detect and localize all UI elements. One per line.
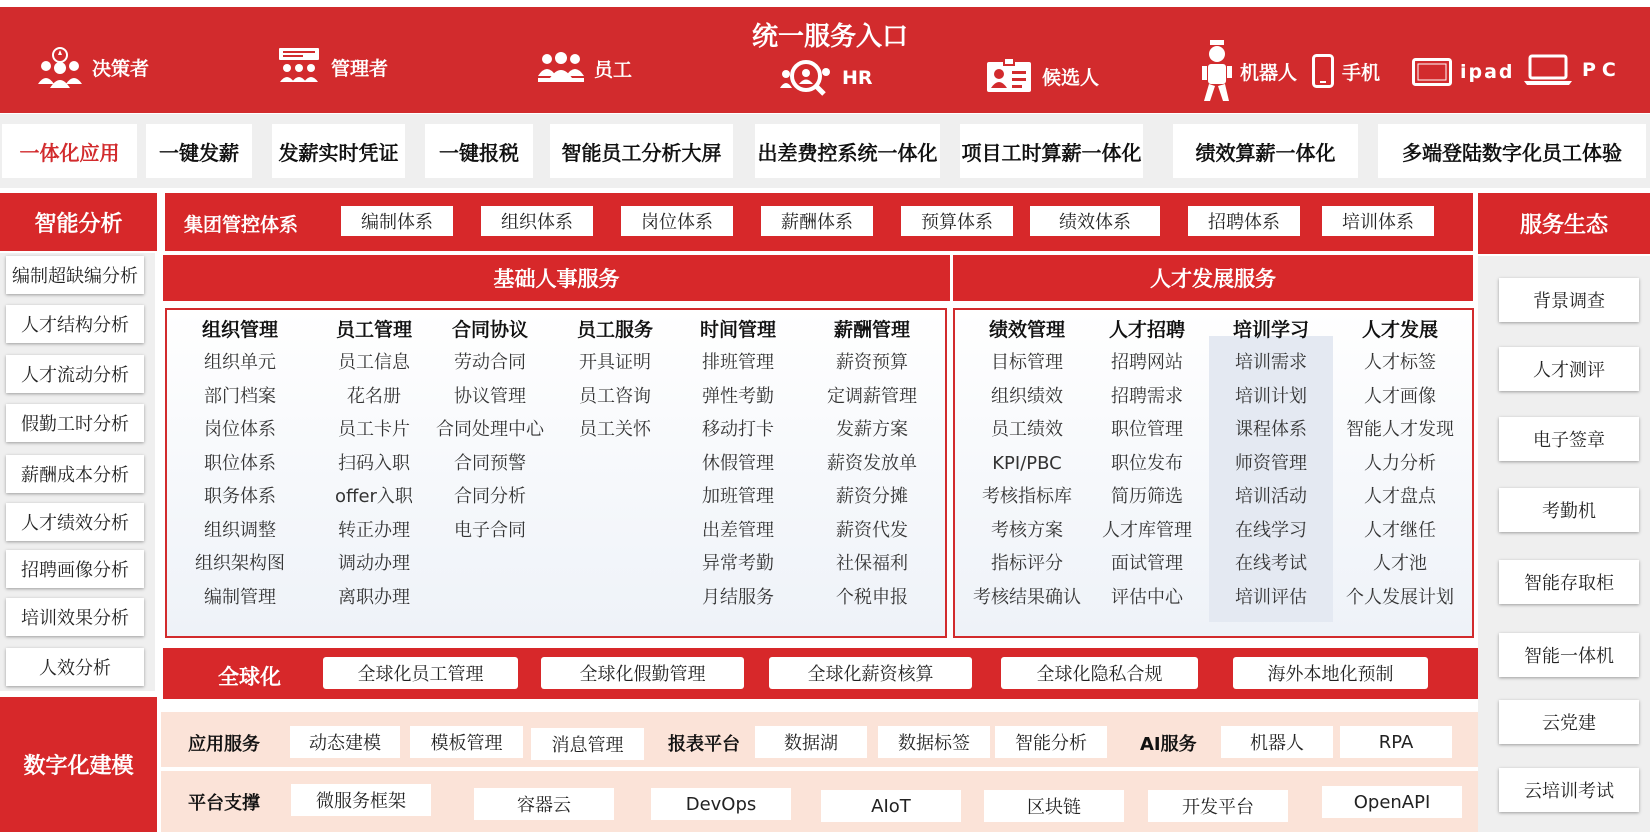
module-item[interactable]: 员工绩效 [991, 419, 1063, 440]
platform-item[interactable]: 容器云 [474, 788, 614, 820]
phone-icon [1312, 54, 1334, 88]
module-item[interactable]: 指标评分 [991, 553, 1063, 574]
module-item[interactable]: 职位发布 [1111, 452, 1183, 474]
platform-item[interactable]: 开发平台 [1148, 790, 1288, 822]
module-item[interactable]: 离职办理 [338, 586, 410, 608]
module-item[interactable]: 弹性考勤 [702, 385, 774, 407]
banner-title: 统一服务入口 [751, 22, 908, 52]
module-employee-management [314, 314, 434, 614]
app-service-item[interactable]: 消息管理 [531, 728, 644, 760]
module-item[interactable]: 人才池 [1373, 553, 1427, 574]
module-employee-services [555, 314, 675, 447]
talent-dev-heading: 人才发展服务 [953, 255, 1473, 301]
module-contracts [428, 314, 552, 547]
analysis-item[interactable]: 人才结构分析 [6, 305, 144, 343]
role-label: 管理者 [331, 57, 389, 80]
module-item[interactable]: 招聘需求 [1111, 385, 1183, 407]
module-item[interactable]: 排班管理 [702, 352, 774, 373]
device-ipad[interactable] [1412, 58, 1515, 86]
module-item[interactable]: 考核方案 [991, 519, 1063, 541]
system-button[interactable]: 招聘体系 [1188, 206, 1300, 236]
app-service-item[interactable]: 模板管理 [410, 726, 523, 758]
module-item[interactable]: 员工卡片 [338, 419, 410, 440]
module-item[interactable]: 移动打卡 [702, 419, 774, 440]
module-item[interactable]: 扫码入职 [338, 452, 410, 474]
system-button[interactable]: 编制体系 [341, 206, 453, 236]
module-item[interactable]: 职位体系 [204, 452, 276, 474]
platform-item[interactable]: 区块链 [984, 790, 1124, 822]
app-travel-expense[interactable]: 出差费控系统一体化 [755, 124, 940, 178]
ecosystem-item[interactable]: 云培训考试 [1499, 768, 1639, 812]
platform-item[interactable]: 微服务框架 [291, 784, 431, 816]
module-item[interactable]: 职位管理 [1111, 419, 1183, 440]
analysis-item[interactable]: 薪酬成本分析 [6, 455, 144, 493]
system-button[interactable]: 岗位体系 [621, 206, 733, 236]
module-item[interactable]: 评估中心 [1111, 586, 1183, 608]
module-item[interactable]: 组织绩效 [991, 385, 1063, 407]
ecosystem-item[interactable]: 智能存取柜 [1499, 560, 1639, 604]
module-item[interactable]: 人才标签 [1364, 352, 1436, 373]
module-item[interactable]: 员工信息 [338, 352, 410, 373]
platform-item[interactable]: AIoT [821, 790, 961, 822]
app-services-label: 应用服务 [188, 734, 260, 755]
system-button[interactable]: 薪酬体系 [761, 206, 873, 236]
role-label: 员工 [594, 58, 633, 81]
module-item[interactable]: 考核结果确认 [973, 586, 1081, 608]
service-ecosystem-heading: 服务生态 [1478, 193, 1650, 254]
module-performance [964, 314, 1090, 614]
module-item[interactable]: 社保福利 [836, 553, 908, 574]
device-phone[interactable] [1312, 54, 1380, 88]
platform-item[interactable]: DevOps [651, 788, 791, 820]
module-item[interactable]: 师资管理 [1235, 452, 1307, 474]
module-item[interactable]: 招聘网站 [1111, 352, 1183, 373]
report-platform-label: 报表平台 [668, 734, 740, 755]
presenter-icon [277, 46, 321, 88]
analysis-item[interactable]: 假勤工时分析 [6, 404, 144, 442]
tablet-icon [1412, 58, 1452, 86]
ai-services-label: AI服务 [1140, 734, 1197, 755]
hr-search-icon [780, 58, 832, 98]
role-label: HR [842, 67, 873, 89]
robot-icon [1200, 40, 1234, 102]
module-header: 合同协议 [451, 319, 528, 341]
module-item[interactable]: 员工关怀 [579, 419, 651, 440]
system-button[interactable]: 绩效体系 [1030, 206, 1160, 236]
ecosystem-item[interactable]: 背景调查 [1499, 278, 1639, 322]
device-pc[interactable] [1524, 54, 1622, 86]
role-manager[interactable] [277, 46, 388, 88]
module-item[interactable]: 合同处理中心 [436, 419, 544, 440]
analysis-item[interactable]: 人效分析 [6, 648, 144, 686]
app-integrated[interactable]: 一体化应用 [2, 124, 137, 178]
module-item[interactable]: 在线考试 [1235, 553, 1307, 574]
app-multi-terminal[interactable]: 多端登陆数字化员工体验 [1378, 124, 1646, 178]
module-item[interactable]: KPI/PBC [992, 452, 1062, 474]
global-item[interactable]: 全球化员工管理 [323, 657, 518, 689]
module-item[interactable]: 转正办理 [338, 519, 410, 541]
module-time-management [678, 314, 798, 614]
module-item[interactable]: 薪资分摊 [836, 486, 908, 507]
app-one-click-pay[interactable]: 一键发薪 [146, 124, 252, 178]
report-item[interactable]: 智能分析 [995, 726, 1107, 758]
module-item[interactable]: 培训活动 [1235, 486, 1307, 507]
team-icon [38, 46, 82, 88]
module-item[interactable]: 薪资预算 [836, 352, 908, 373]
module-item[interactable]: 课程体系 [1235, 419, 1307, 440]
ecosystem-item[interactable]: 人才测评 [1499, 347, 1639, 391]
global-item[interactable]: 全球化隐私合规 [1001, 657, 1198, 689]
role-label: 候选人 [1042, 66, 1100, 89]
ecosystem-item[interactable]: 智能一体机 [1499, 633, 1639, 677]
module-item[interactable]: 面试管理 [1111, 553, 1183, 574]
app-one-click-tax[interactable]: 一键报税 [425, 124, 533, 178]
module-item[interactable]: 职务体系 [204, 486, 276, 507]
module-item[interactable]: 组织架构图 [195, 553, 285, 574]
device-label: 手机 [1342, 61, 1381, 84]
global-item[interactable]: 全球化假勤管理 [541, 657, 744, 689]
global-item[interactable]: 全球化薪资核算 [769, 657, 972, 689]
module-item[interactable]: 薪资代发 [836, 519, 908, 541]
module-recruitment [1087, 314, 1207, 614]
ecosystem-list-bg [1478, 256, 1650, 832]
module-item[interactable]: 协议管理 [454, 385, 526, 407]
module-compensation [810, 314, 934, 614]
app-pay-voucher[interactable]: 发薪实时凭证 [272, 124, 405, 178]
smart-analysis-heading: 智能分析 [0, 193, 157, 251]
group-control-label: 集团管控体系 [184, 214, 299, 236]
device-label: PC [1582, 59, 1622, 81]
module-item[interactable]: 月结服务 [702, 586, 774, 608]
module-item[interactable]: 编制管理 [204, 586, 276, 608]
role-robot[interactable] [1200, 40, 1297, 102]
module-training [1211, 314, 1331, 614]
module-item[interactable]: 开具证明 [579, 352, 651, 373]
digital-modeling-heading: 数字化建模 [0, 697, 157, 832]
system-button[interactable]: 培训体系 [1322, 206, 1434, 236]
role-employee[interactable] [538, 52, 632, 84]
report-item[interactable]: 数据湖 [755, 726, 867, 758]
role-label: 机器人 [1240, 61, 1298, 84]
module-item[interactable]: 电子合同 [454, 519, 526, 541]
module-item[interactable]: 考核指标库 [982, 486, 1072, 507]
id-card-icon [986, 58, 1032, 94]
module-header: 薪酬管理 [833, 319, 910, 341]
ai-item[interactable]: RPA [1340, 726, 1452, 758]
module-talent-development [1337, 314, 1463, 614]
module-header: 员工管理 [335, 319, 412, 341]
role-label: 决策者 [92, 57, 150, 80]
ecosystem-item[interactable]: 云党建 [1499, 700, 1639, 744]
app-project-hours[interactable]: 项目工时算薪一体化 [960, 124, 1143, 178]
module-header: 组织管理 [201, 319, 278, 341]
report-item[interactable]: 数据标签 [878, 726, 990, 758]
module-item[interactable]: 劳动合同 [454, 352, 526, 373]
module-item[interactable]: 薪资发放单 [827, 452, 917, 474]
module-item[interactable]: 培训需求 [1235, 352, 1307, 373]
ecosystem-item[interactable]: 电子签章 [1499, 417, 1639, 461]
module-item[interactable]: 目标管理 [991, 352, 1063, 373]
analysis-item[interactable]: 编制超缺编分析 [6, 256, 144, 294]
module-item[interactable]: 异常考勤 [702, 553, 774, 574]
module-item[interactable]: 花名册 [347, 385, 401, 407]
module-item[interactable]: 组织单元 [204, 352, 276, 373]
module-header: 员工服务 [576, 319, 653, 341]
module-item[interactable]: 简历筛选 [1111, 486, 1183, 507]
module-item[interactable]: 在线学习 [1235, 519, 1307, 541]
module-item[interactable]: 人才盘点 [1364, 486, 1436, 507]
role-decision-maker[interactable] [38, 46, 149, 88]
ai-item[interactable]: 机器人 [1221, 726, 1333, 758]
platform-divider [161, 767, 1478, 771]
ecosystem-item[interactable]: 考勤机 [1499, 488, 1639, 532]
module-org-management [180, 314, 300, 614]
module-item[interactable]: 定调薪管理 [827, 385, 917, 407]
module-item[interactable]: 合同分析 [454, 486, 526, 507]
app-service-item[interactable]: 动态建模 [290, 726, 400, 758]
module-item[interactable]: 发薪方案 [836, 419, 908, 440]
role-candidate[interactable] [986, 58, 1099, 94]
module-item[interactable]: 合同预警 [454, 452, 526, 474]
module-header: 培训学习 [1232, 319, 1309, 341]
module-item[interactable]: 智能人才发现 [1346, 419, 1454, 440]
module-header: 人才招聘 [1108, 319, 1185, 341]
analysis-item[interactable]: 招聘画像分析 [6, 550, 144, 588]
app-analysis-screen[interactable]: 智能员工分析大屏 [550, 124, 733, 178]
module-header: 绩效管理 [988, 319, 1065, 341]
module-item[interactable]: 出差管理 [702, 519, 774, 541]
module-item[interactable]: 员工咨询 [579, 385, 651, 407]
system-button[interactable]: 预算体系 [901, 206, 1013, 236]
module-header: 人才发展 [1361, 319, 1438, 341]
module-item[interactable]: 休假管理 [702, 452, 774, 474]
module-item[interactable]: 组织调整 [204, 519, 276, 541]
module-item[interactable]: 部门档案 [204, 385, 276, 407]
analysis-item[interactable]: 培训效果分析 [6, 598, 144, 636]
laptop-icon [1524, 54, 1572, 86]
app-performance-pay[interactable]: 绩效算薪一体化 [1173, 124, 1358, 178]
analysis-item[interactable]: 人才流动分析 [6, 355, 144, 393]
system-button[interactable]: 组织体系 [481, 206, 593, 236]
role-hr[interactable] [780, 58, 873, 98]
basic-hr-heading: 基础人事服务 [163, 255, 950, 301]
module-item[interactable]: 人才画像 [1364, 385, 1436, 407]
platform-support-label: 平台支撑 [188, 793, 260, 814]
module-item[interactable]: 个税申报 [836, 586, 908, 608]
group-icon [538, 52, 584, 84]
module-item[interactable]: 个人发展计划 [1346, 586, 1454, 608]
module-item[interactable]: 人才库管理 [1102, 519, 1192, 541]
platform-item[interactable]: OpenAPI [1322, 786, 1462, 818]
module-item[interactable]: 人才继任 [1364, 519, 1436, 541]
module-item[interactable]: 调动办理 [338, 553, 410, 574]
module-item[interactable]: 培训计划 [1235, 385, 1307, 407]
module-item[interactable]: 岗位体系 [204, 419, 276, 440]
global-item[interactable]: 海外本地化预制 [1233, 657, 1428, 689]
module-item[interactable]: offer入职 [335, 486, 413, 507]
module-item[interactable]: 加班管理 [702, 486, 774, 507]
device-label: ipad [1460, 61, 1515, 83]
module-header: 时间管理 [699, 319, 776, 341]
globalization-label: 全球化 [218, 665, 281, 689]
module-item[interactable]: 培训评估 [1235, 586, 1307, 608]
module-item[interactable]: 人力分析 [1364, 452, 1436, 474]
analysis-item[interactable]: 人才绩效分析 [6, 503, 144, 541]
